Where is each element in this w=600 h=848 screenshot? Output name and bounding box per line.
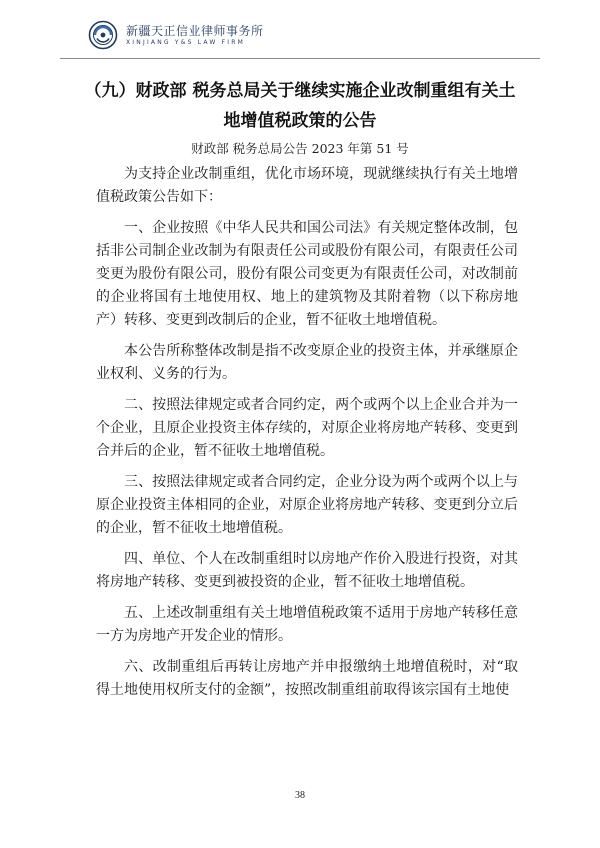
paragraph-definition: 本公告所称整体改制是指不改变原企业的投资主体，并承继原企业权利、义务的行为。 <box>96 343 518 382</box>
firm-name-english: XINJIANG Y&S LAW FIRM <box>126 39 245 46</box>
title-line-1: （九）财政部 税务总局关于继续实施企业改制重组有关土 <box>84 81 516 101</box>
paragraph-article-3: 三、按照法律规定或者合同约定，企业分设为两个或两个以上与原企业投资主体相同的企业，对原企业将房地产转移、变更到分立后的企业，暂不征收土地增值税。 <box>96 474 518 536</box>
title-line-2: 地增值税政策的公告 <box>223 111 377 131</box>
paragraph-article-1: 一、企业按照《中华人民共和国公司法》有关规定整体改制，包括非公司制企业改制为有限责任公司或股份有限公司，有限责任公司变更为股份有限公司，股份有限公司变更为有限责任公司，对改制前的企业将国有土地使用权、地上的建筑物及其附着物（以下称房地产）转移、变更到改制后的企业，暂不征收土地增值税。 <box>96 220 518 328</box>
announcement-number: 财政部 税务总局公告 2023 年第 51 号 <box>191 141 409 156</box>
letterhead <box>60 14 540 58</box>
firm-name-chinese: 新疆天正信业律师事务所 <box>126 24 264 38</box>
header-divider <box>60 58 540 59</box>
paragraph-intro: 为支持企业改制重组，优化市场环境，现就继续执行有关土地增值税政策公告如下： <box>96 166 518 205</box>
page-number: 38 <box>295 790 305 801</box>
document-body <box>96 163 518 710</box>
paragraph-article-2: 二、按照法律规定或者合同约定，两个或两个以上企业合并为一个企业，且原企业投资主体存续的，对原企业将房地产转移、变更到合并后的企业，暂不征收土地增值税。 <box>96 397 518 459</box>
paragraph-article-5: 五、上述改制重组有关土地增值税政策不适用于房地产转移任意一方为房地产开发企业的情形。 <box>96 605 518 644</box>
paragraph-article-6: 六、改制重组后再转让房地产并申报缴纳土地增值税时，对“取得土地使用权所支付的金额”，按照改制重组前取得该宗国有土地使 <box>96 659 518 698</box>
law-firm-logo-icon <box>88 20 118 50</box>
document-title <box>60 76 540 136</box>
paragraph-article-4: 四、单位、个人在改制重组时以房地产作价入股进行投资，对其将房地产转移、变更到被投资的企业，暂不征收土地增值税。 <box>96 551 518 590</box>
